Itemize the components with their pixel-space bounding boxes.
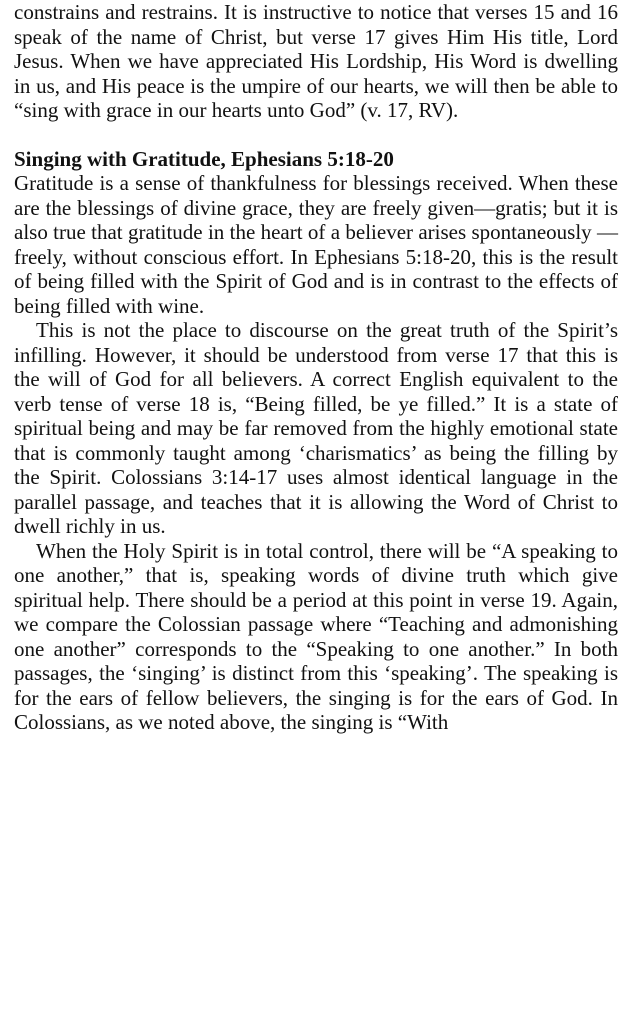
intro-paragraph: constrains and restrains. It is instructive to notice that verses 15 and 16 speak of the name of Christ, but verse 17 gives Him His title, Lord Jesus. When we have appreciated His Lordship, His Word is dwelling in us, and His peace is the umpire of our hearts, we will then be able to “sing with grace in our hearts unto God” (v. 17, RV).: [14, 0, 618, 122]
document-page: [14, 0, 618, 735]
body-paragraph-3: When the Holy Spirit is in total control, there will be “A speaking to one another,” that is, speaking words of divine truth which give spiritual help. There should be a period at this point in verse 19. Again, we compare the Colossian passage where “Teaching and admonishing one another” corresponds to the “Speaking to one another.” In both passages, the ‘singing’ is distinct from this ‘speaking’. The speaking is for the ears of fellow believers, the singing is for the ears of God. In Colossians, as we noted above, the singing is “With: [14, 538, 618, 734]
body-paragraph-2: This is not the place to discourse on the great truth of the Spirit’s infilling. However, it should be understood from verse 17 that this is the will of God for all believers. A correct English equivalent to the verb tense of verse 18 is, “Being filled, be ye filled.” It is a state of spiritual being and may be far removed from the highly emotional state that is commonly taught among ‘charismatics’ as being the filling by the Spirit. Colossians 3:14-17 uses almost identical language in the parallel passage, and teaches that it is allowing the Word of Christ to dwell richly in us.: [14, 318, 618, 538]
body-paragraph-1: Gratitude is a sense of thankfulness for blessings received. When these are the blessings of divine grace, they are freely given—gratis; but it is also true that gratitude in the heart of a believer arises spontaneously —freely, without conscious effort. In Ephesians 5:18-20, this is the result of being filled with the Spirit of God and is in contrast to the effects of being filled with wine.: [14, 171, 618, 318]
section-gap: [14, 123, 618, 147]
section-heading: Singing with Gratitude, Ephesians 5:18-20: [14, 146, 394, 171]
